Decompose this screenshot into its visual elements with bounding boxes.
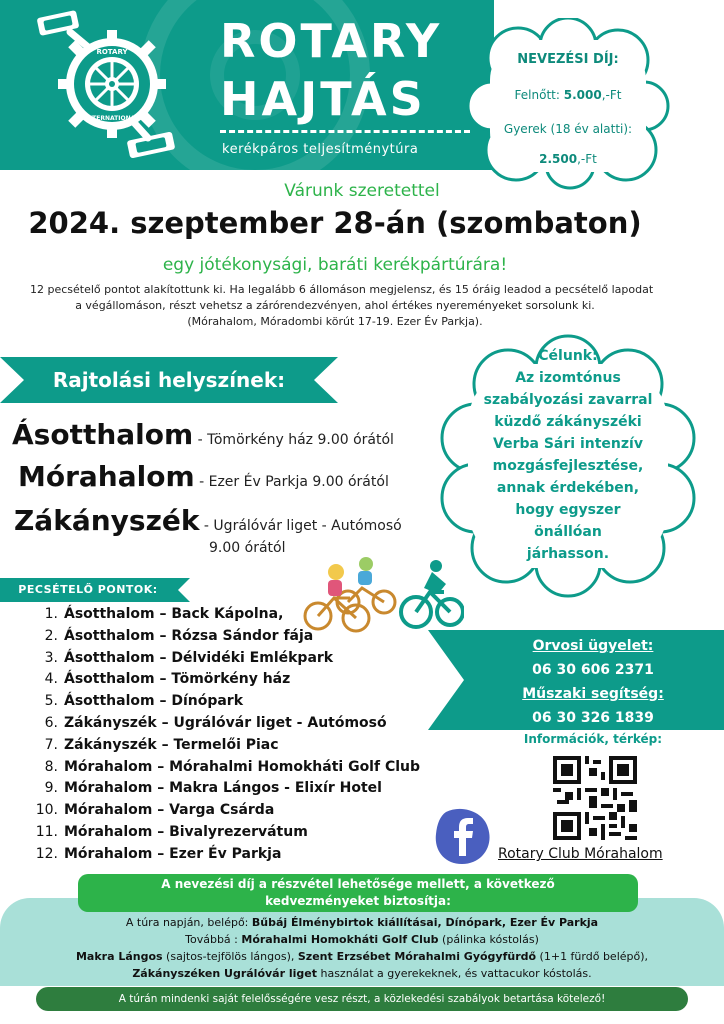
rotary-gear-icon: [58, 30, 166, 138]
discount-line-2: Továbbá : Mórahalmi Homokháti Golf Club (pálinka kóstolás): [185, 933, 539, 946]
qr-code-icon: [553, 756, 637, 840]
header-subtitle: kerékpáros teljesítménytúra: [222, 142, 419, 157]
goal-panel: [470, 345, 666, 565]
fee-child-label: Gyerek (18 év alatti):: [503, 122, 633, 136]
tech-label: Műszaki segítség:: [522, 686, 664, 702]
cyclists-illustration: [298, 556, 464, 636]
fee-title: NEVEZÉSI DÍJ:: [517, 52, 619, 67]
discount-details: [0, 914, 724, 982]
goal-title: Célunk:: [538, 348, 598, 364]
facebook-icon: [432, 806, 494, 868]
list-item: 9. Mórahalom – Makra Lángos - Elixír Hotel: [44, 780, 382, 797]
medical-phone: 06 30 606 2371: [532, 662, 654, 678]
start-location-3-time: 9.00 órától: [209, 540, 286, 556]
list-item: 7. Zákányszék – Termelői Piac: [44, 736, 279, 753]
list-item: 6. Zákányszék – Ugrálóvár liget - Autómosó: [44, 714, 387, 731]
list-item: 8. Mórahalom – Mórahalmi Homokháti Golf Club: [44, 758, 421, 775]
start-location-detail: - Ugrálóvár liget - Autómosó: [199, 518, 402, 534]
info-label: Információk, térkép:: [523, 732, 663, 746]
discount-header-line-2: kedvezményeket biztosítja:: [265, 894, 451, 908]
stamp-points-list: [26, 604, 446, 866]
goal-line: annak érdekében,: [496, 480, 640, 496]
goal-line: önállóan: [534, 524, 602, 540]
logo-ring-bottom-text: INTERNATIONAL: [84, 115, 140, 122]
start-location-name: Zákányszék: [14, 504, 200, 537]
list-item: 10. Mórahalom – Varga Csárda: [35, 802, 275, 819]
title-line-1: ROTARY: [220, 14, 443, 68]
event-date: 2024. szeptember 28-án (szombaton): [28, 206, 642, 240]
goal-line: küzdő zákányszéki: [494, 414, 642, 430]
discount-header-line-1: A nevezési díj a részvétel lehetősége mellett, a következő: [161, 877, 555, 891]
desc-line-2: a végállomáson, részt vehetsz a zárórendezvényen, ahol értékes nyereményeket sorsolunk ki.: [75, 299, 595, 312]
kids-bike-icon: [305, 588, 395, 631]
charity-text: egy jótékonysági, baráti kerékpártúrára!: [162, 255, 508, 275]
event-description: [30, 282, 654, 330]
rotary-bike-logo: [36, 4, 186, 164]
fee-adult: Felnőtt: 5.000,-Ft: [514, 88, 622, 102]
welcome-text: Várunk szeretettel: [284, 181, 440, 201]
fee-child-price: 2.500,-Ft: [539, 152, 597, 166]
start-location-detail: - Tömörkény ház 9.00 órától: [193, 432, 394, 448]
start-location-name: Ásotthalom: [12, 418, 194, 451]
discount-line-1: A túra napján, belépő: Bűbáj Élménybirtok kiállításai, Dínópark, Ezer Év Parkja: [125, 916, 599, 929]
discount-header: [78, 874, 638, 912]
medical-label: Orvosi ügyelet:: [532, 638, 654, 654]
start-location-name: Mórahalom: [18, 460, 195, 493]
start-location-detail: - Ezer Év Parkja 9.00 órától: [194, 474, 389, 490]
goal-line: mozgásfejlesztése,: [492, 458, 644, 474]
goal-line: Az izomtónus: [515, 370, 621, 386]
list-item: 5. Ásotthalom – Dínópark: [44, 693, 244, 710]
goal-line: járhasson.: [526, 546, 610, 562]
header-banner: [0, 0, 494, 170]
fee-panel: [466, 18, 670, 190]
list-item: 4. Ásotthalom – Tömörkény ház: [44, 671, 291, 688]
start-location-1: [12, 418, 394, 451]
list-item: 11. Mórahalom – Bivalyrezervátum: [35, 823, 308, 840]
desc-line-3: (Mórahalom, Móradombi körút 17-19. Ezer Év Parkja).: [187, 315, 483, 328]
discount-line-3: Makra Lángos (sajtos-tejfölös lángos), Szent Erzsébet Mórahalmi Gyógyfürdő (1+1 fürdő belépő),: [75, 950, 649, 963]
goal-line: szabályozási zavarral: [483, 392, 653, 408]
discount-line-4: Zákányszéken Ugrálóvár liget használat a gyerekeknek, és vattacukor kóstolás.: [132, 967, 592, 980]
adult-bike-icon: [401, 592, 463, 627]
title-line-2: HAJTÁS: [220, 72, 426, 126]
list-item: 2. Ásotthalom – Rózsa Sándor fája: [44, 627, 314, 644]
list-item: 3. Ásotthalom – Délvidéki Emlékpark: [44, 649, 334, 666]
desc-line-1: 12 pecsételő pontot alakítottunk ki. Ha legalább 6 állomáson megjelensz, és 15 óráig leadod a pecsételő lapodat: [30, 283, 654, 296]
title-divider: [220, 130, 470, 133]
goal-line: hogy egyszer: [515, 502, 621, 518]
logo-ring-top-text: ROTARY: [96, 48, 128, 56]
list-item: 1. Ásotthalom – Back Kápolna,: [44, 606, 284, 622]
list-item: 12. Mórahalom – Ezer Év Parkja: [35, 845, 282, 862]
club-name-link[interactable]: Rotary Club Mórahalom: [498, 846, 663, 862]
start-location-2: [18, 460, 389, 493]
goal-line: Verba Sári intenzív: [493, 436, 643, 452]
start-banner-title: Rajtolási helyszínek:: [52, 368, 286, 392]
footer-notice: A túrán mindenki saját felelősségére vesz részt, a közlekedési szabályok betartása kötelező!: [36, 987, 688, 1011]
tech-phone: 06 30 326 1839: [532, 710, 654, 726]
start-location-3: [14, 504, 402, 537]
contact-panel: [478, 634, 708, 730]
stamp-banner-title: PECSÉTELŐ PONTOK:: [18, 583, 158, 596]
